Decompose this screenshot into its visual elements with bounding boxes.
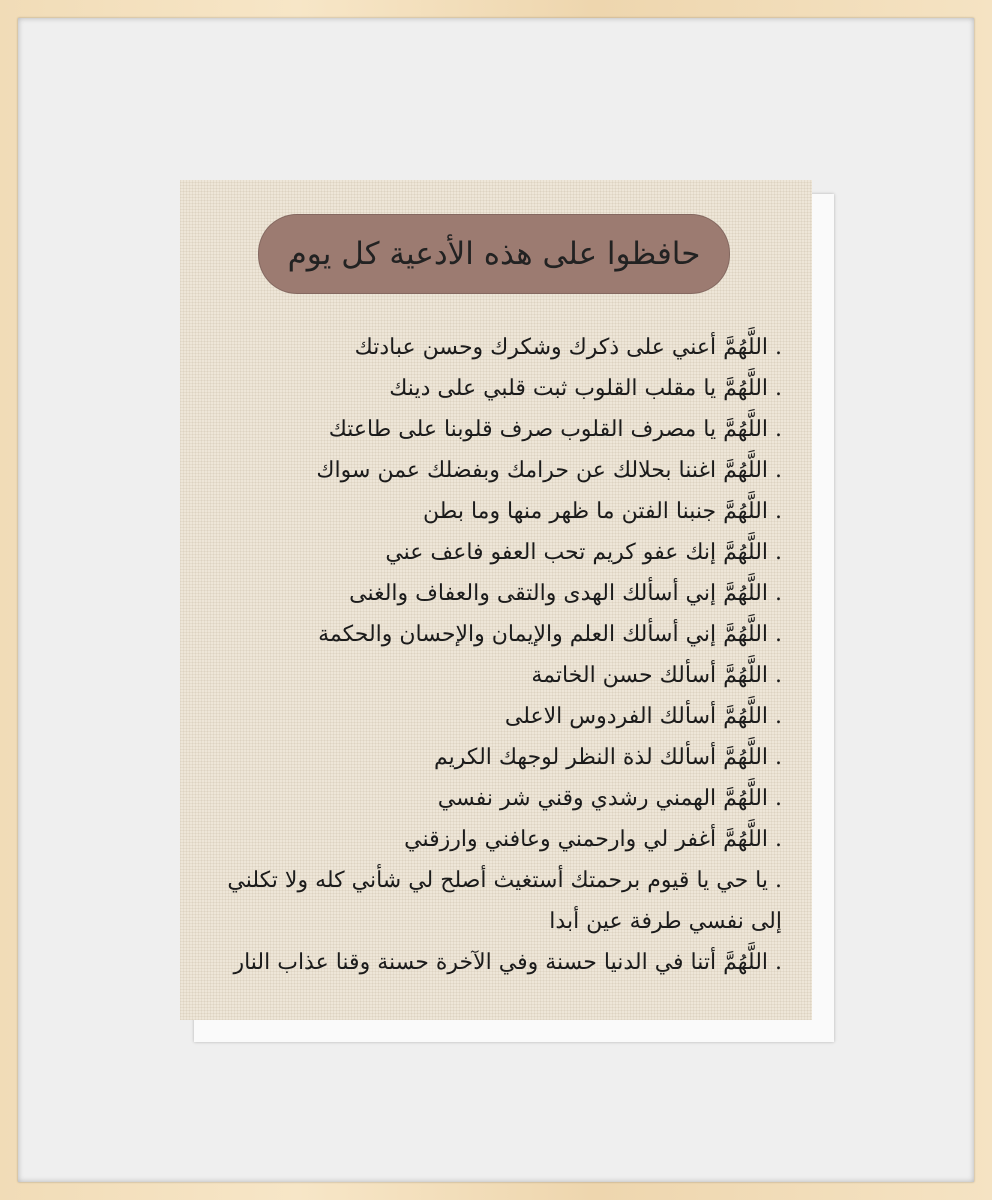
supplications-list: [202, 327, 782, 983]
supplication-line: . اللَّهُمَّ أغفر لي وارحمني وعافني وارزقني: [404, 827, 782, 852]
supplication-line: . اللَّهُمَّ أسألك الفردوس الاعلى: [504, 704, 782, 729]
poster-canvas: [180, 180, 812, 1020]
supplication-line: . اللَّهُمَّ إني أسألك العلم والإيمان والإحسان والحكمة: [318, 622, 782, 647]
supplication-line: . اللَّهُمَّ أتنا في الدنيا حسنة وفي الآخرة حسنة وقنا عذاب النار: [233, 950, 782, 975]
supplication-line: . اللَّهُمَّ الهمني رشدي وقني شر نفسي: [437, 786, 782, 811]
supplication-line: . اللَّهُمَّ أسألك لذة النظر لوجهك الكريم: [434, 745, 782, 770]
title-banner: [258, 214, 730, 294]
supplication-line: . اللَّهُمَّ اغننا بحلالك عن حرامك وبفضلك عمن سواك: [316, 458, 782, 483]
supplication-line: . اللَّهُمَّ جنبنا الفتن ما ظهر منها وما بطن: [423, 499, 782, 524]
supplication-line: إلى نفسي طرفة عين أبدا: [549, 909, 782, 934]
supplication-line: . اللَّهُمَّ أعني على ذكرك وشكرك وحسن عبادتك: [354, 335, 782, 360]
supplication-line: . اللَّهُمَّ إنك عفو كريم تحب العفو فاعف عني: [385, 540, 782, 565]
poster-title: حافظوا على هذه الأدعية كل يوم: [287, 236, 701, 272]
supplication-line: . اللَّهُمَّ يا مقلب القلوب ثبت قلبي على دينك: [389, 376, 782, 401]
supplication-line: . اللَّهُمَّ يا مصرف القلوب صرف قلوبنا على طاعتك: [328, 417, 782, 442]
supplication-line: . اللَّهُمَّ أسألك حسن الخاتمة: [531, 663, 782, 688]
supplication-line: . يا حي يا قيوم برحمتك أستغيث أصلح لي شأني كله ولا تكلني: [227, 868, 782, 893]
supplication-line: . اللَّهُمَّ إني أسألك الهدى والتقى والعفاف والغنى: [349, 581, 782, 606]
